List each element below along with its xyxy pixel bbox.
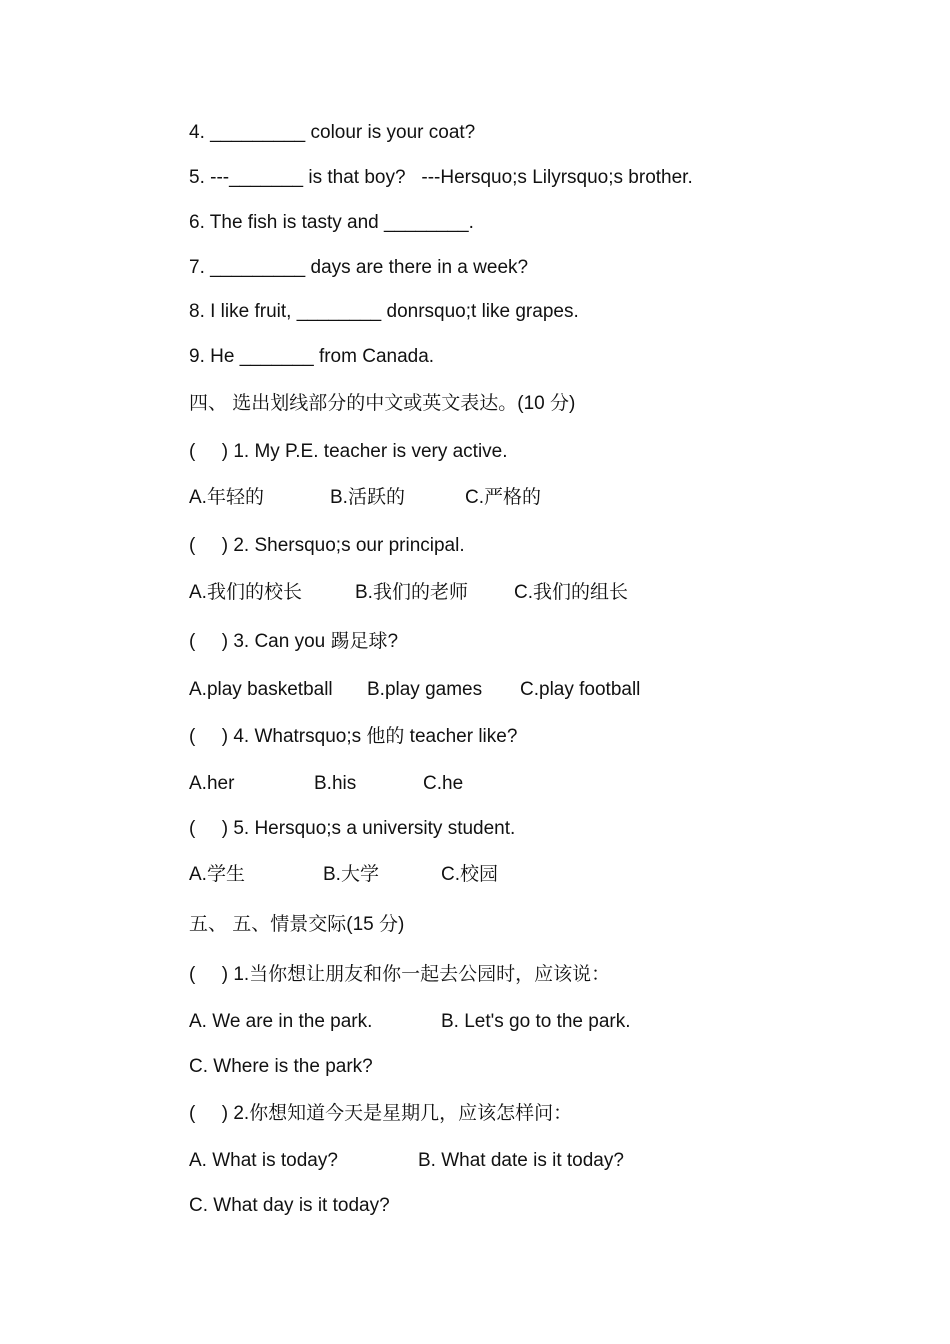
fill-blank-item-9: 9. He _______ from Canada.	[189, 346, 435, 367]
s4-question-1: ( ) 1. My P.E. teacher is very active.	[189, 441, 508, 462]
s4-question-3: ( ) 3. Can you 踢足球?	[189, 631, 399, 652]
fill-blank-item-5: 5. ---_______ is that boy? ---Hersquo;s Lilyrsquo;s brother.	[189, 167, 693, 188]
section-5-heading: 五、 五、情景交际(15 分)	[189, 914, 405, 935]
s5-q2-option-a: A. What is today?	[189, 1150, 338, 1171]
s4-q1-option-b: B.活跃的	[330, 487, 405, 508]
s4-q1-option-a: A.年轻的	[189, 487, 264, 508]
s4-question-2: ( ) 2. Shersquo;s our principal.	[189, 535, 465, 556]
s4-q5-option-b: B.大学	[323, 864, 379, 885]
s5-q2-option-c: C. What day is it today?	[189, 1195, 390, 1216]
s5-q1-option-a: A. We are in the park.	[189, 1011, 373, 1032]
s4-q2-option-a: A.我们的校长	[189, 582, 302, 603]
s4-question-5: ( ) 5. Hersquo;s a university student.	[189, 818, 516, 839]
s5-q1-option-b: B. Let's go to the park.	[441, 1011, 631, 1032]
s4-question-4: ( ) 4. Whatrsquo;s 他的 teacher like?	[189, 726, 518, 747]
s5-question-1: ( ) 1.当你想让朋友和你一起去公园时，应该说：	[189, 964, 611, 985]
s5-question-2: ( ) 2.你想知道今天是星期几，应该怎样问：	[189, 1103, 573, 1124]
s5-q1-option-c: C. Where is the park?	[189, 1056, 373, 1077]
s4-q1-option-c: C.严格的	[465, 487, 542, 508]
s4-q2-option-c: C.我们的组长	[514, 582, 629, 603]
fill-blank-item-4: 4. _________ colour is your coat?	[189, 122, 476, 143]
s4-q4-option-b: B.his	[314, 773, 357, 794]
s4-q3-option-c: C.play football	[520, 679, 641, 700]
s4-q4-option-a: A.her	[189, 773, 235, 794]
s4-q4-option-c: C.he	[423, 773, 464, 794]
fill-blank-item-8: 8. I like fruit, ________ donrsquo;t like grapes.	[189, 301, 579, 322]
s4-q5-option-a: A.学生	[189, 864, 245, 885]
s4-q2-option-b: B.我们的老师	[355, 582, 468, 603]
s4-q3-option-a: A.play basketball	[189, 679, 333, 700]
s4-q3-option-b: B.play games	[367, 679, 483, 700]
s4-q5-option-c: C.校园	[441, 864, 499, 885]
s5-q2-option-b: B. What date is it today?	[418, 1150, 624, 1171]
fill-blank-item-6: 6. The fish is tasty and ________.	[189, 212, 474, 233]
fill-blank-item-7: 7. _________ days are there in a week?	[189, 257, 529, 278]
section-4-heading: 四、 选出划线部分的中文或英文表达。(10 分)	[189, 393, 576, 414]
